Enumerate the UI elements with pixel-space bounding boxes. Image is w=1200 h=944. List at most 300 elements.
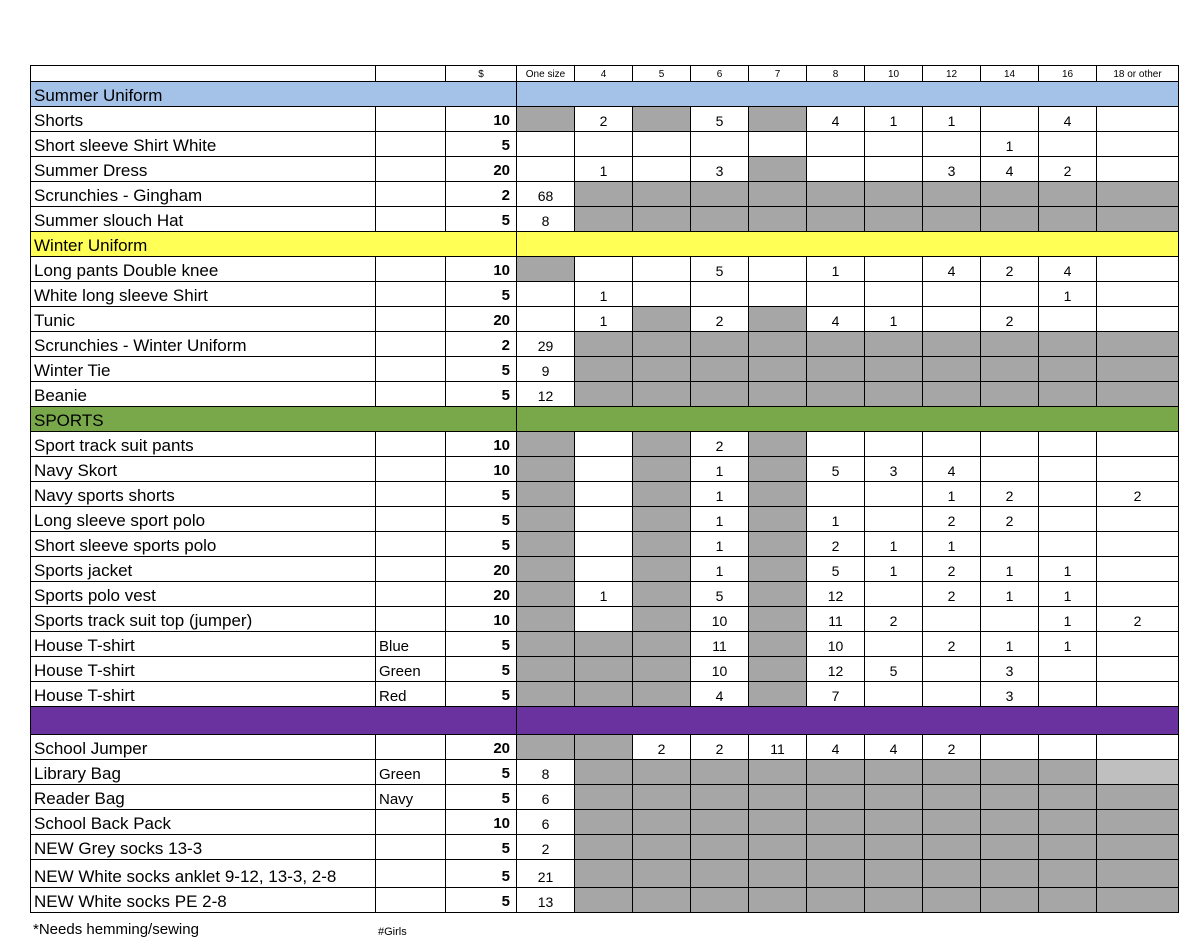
item-name-cell: Winter Tie [31, 357, 376, 382]
qty-cell-s5 [633, 332, 691, 357]
table-row [31, 457, 1179, 482]
qty-cell-s7 [749, 682, 807, 707]
variant-cell [376, 282, 446, 307]
qty-cell-s12 [923, 760, 981, 785]
qty-cell-s4 [575, 607, 633, 632]
qty-cell-s14 [981, 735, 1039, 760]
qty-cell-one: 29 [517, 332, 575, 357]
item-name-cell: Tunic [31, 307, 376, 332]
qty-cell-s8 [807, 207, 865, 232]
qty-cell-s12 [923, 207, 981, 232]
qty-cell-s12 [923, 888, 981, 913]
qty-cell-s7 [749, 482, 807, 507]
qty-cell-s10 [865, 582, 923, 607]
qty-cell-s7 [749, 888, 807, 913]
item-name-cell: School Back Pack [31, 810, 376, 835]
qty-cell-s6: 5 [691, 107, 749, 132]
qty-cell-s6: 1 [691, 457, 749, 482]
table-row [31, 157, 1179, 182]
item-name-cell: Scrunchies - Gingham [31, 182, 376, 207]
qty-cell-s12: 3 [923, 157, 981, 182]
qty-cell-s6 [691, 835, 749, 860]
price-cell: 10 [446, 810, 517, 835]
section-label: Summer Uniform [31, 82, 517, 107]
qty-cell-s8 [807, 282, 865, 307]
qty-cell-s12: 2 [923, 582, 981, 607]
qty-cell-s14: 1 [981, 557, 1039, 582]
qty-cell-one [517, 482, 575, 507]
header-cell: $ [446, 66, 517, 82]
qty-cell-s14 [981, 888, 1039, 913]
qty-cell-s16: 1 [1039, 607, 1097, 632]
qty-cell-s4 [575, 835, 633, 860]
table-row [31, 657, 1179, 682]
qty-cell-s14 [981, 457, 1039, 482]
section-label [31, 707, 517, 735]
qty-cell-s16 [1039, 507, 1097, 532]
qty-cell-one [517, 657, 575, 682]
qty-cell-s6 [691, 182, 749, 207]
price-cell: 5 [446, 357, 517, 382]
qty-cell-s5 [633, 557, 691, 582]
header-cell: 18 or other [1097, 66, 1179, 82]
item-name-cell: White long sleeve Shirt [31, 282, 376, 307]
qty-cell-s5 [633, 888, 691, 913]
qty-cell-s7 [749, 432, 807, 457]
item-name-cell: Long sleeve sport polo [31, 507, 376, 532]
qty-cell-s5 [633, 507, 691, 532]
qty-cell-s14 [981, 835, 1039, 860]
qty-cell-s12 [923, 282, 981, 307]
qty-cell-s18 [1097, 282, 1179, 307]
qty-cell-s18 [1097, 735, 1179, 760]
price-cell: 5 [446, 860, 517, 888]
qty-cell-s10: 4 [865, 735, 923, 760]
price-cell: 5 [446, 482, 517, 507]
variant-cell [376, 182, 446, 207]
table-row [31, 682, 1179, 707]
qty-cell-s4 [575, 532, 633, 557]
price-cell: 10 [446, 107, 517, 132]
qty-cell-s14 [981, 207, 1039, 232]
qty-cell-s10 [865, 482, 923, 507]
variant-cell [376, 810, 446, 835]
variant-cell: Navy [376, 785, 446, 810]
qty-cell-s12 [923, 332, 981, 357]
qty-cell-s18 [1097, 888, 1179, 913]
qty-cell-s4 [575, 557, 633, 582]
variant-cell [376, 357, 446, 382]
qty-cell-s8 [807, 760, 865, 785]
qty-cell-s18 [1097, 357, 1179, 382]
section-band [517, 407, 1179, 432]
qty-cell-s8: 5 [807, 457, 865, 482]
table-row [31, 557, 1179, 582]
qty-cell-s4 [575, 810, 633, 835]
qty-cell-one: 6 [517, 785, 575, 810]
qty-cell-s10 [865, 332, 923, 357]
qty-cell-s4 [575, 735, 633, 760]
qty-cell-s16 [1039, 657, 1097, 682]
qty-cell-one [517, 257, 575, 282]
qty-cell-s6 [691, 382, 749, 407]
table-row [31, 888, 1179, 913]
qty-cell-s16 [1039, 760, 1097, 785]
qty-cell-s10: 1 [865, 307, 923, 332]
qty-cell-s12: 4 [923, 457, 981, 482]
qty-cell-s10 [865, 835, 923, 860]
qty-cell-s5 [633, 457, 691, 482]
qty-cell-s18 [1097, 182, 1179, 207]
qty-cell-s8: 12 [807, 582, 865, 607]
price-cell: 5 [446, 132, 517, 157]
qty-cell-s16 [1039, 735, 1097, 760]
qty-cell-s10 [865, 157, 923, 182]
qty-cell-s12 [923, 682, 981, 707]
price-cell: 5 [446, 657, 517, 682]
qty-cell-s6: 2 [691, 307, 749, 332]
table-row [31, 282, 1179, 307]
qty-cell-s14 [981, 760, 1039, 785]
qty-cell-s18 [1097, 557, 1179, 582]
qty-cell-s12 [923, 382, 981, 407]
qty-cell-s14: 3 [981, 657, 1039, 682]
item-name-cell: NEW White socks anklet 9-12, 13-3, 2-8 [31, 860, 376, 888]
qty-cell-s14: 1 [981, 132, 1039, 157]
item-name-cell: NEW Grey socks 13-3 [31, 835, 376, 860]
variant-cell: Red [376, 682, 446, 707]
qty-cell-s8 [807, 182, 865, 207]
qty-cell-s16 [1039, 382, 1097, 407]
qty-cell-s12: 1 [923, 532, 981, 557]
qty-cell-s7 [749, 557, 807, 582]
qty-cell-one [517, 107, 575, 132]
price-cell: 2 [446, 332, 517, 357]
qty-cell-s16 [1039, 182, 1097, 207]
qty-cell-s10: 1 [865, 532, 923, 557]
variant-cell [376, 735, 446, 760]
variant-cell [376, 257, 446, 282]
item-name-cell: Sports polo vest [31, 582, 376, 607]
qty-cell-s7 [749, 157, 807, 182]
qty-cell-s5 [633, 107, 691, 132]
qty-cell-s5 [633, 382, 691, 407]
qty-cell-s7 [749, 582, 807, 607]
qty-cell-s18 [1097, 682, 1179, 707]
table-row [31, 507, 1179, 532]
price-cell: 20 [446, 582, 517, 607]
qty-cell-one [517, 532, 575, 557]
qty-cell-s6: 5 [691, 582, 749, 607]
qty-cell-s12: 2 [923, 632, 981, 657]
qty-cell-one [517, 632, 575, 657]
header-cell: 8 [807, 66, 865, 82]
item-name-cell: Sports track suit top (jumper) [31, 607, 376, 632]
qty-cell-s4: 1 [575, 307, 633, 332]
qty-cell-s14 [981, 860, 1039, 888]
qty-cell-s12 [923, 307, 981, 332]
qty-cell-s7 [749, 332, 807, 357]
variant-cell [376, 382, 446, 407]
qty-cell-one [517, 557, 575, 582]
variant-cell [376, 607, 446, 632]
qty-cell-s12: 2 [923, 735, 981, 760]
qty-cell-s10: 1 [865, 557, 923, 582]
variant-cell [376, 860, 446, 888]
qty-cell-s18: 2 [1097, 607, 1179, 632]
qty-cell-s18 [1097, 532, 1179, 557]
qty-cell-s7 [749, 657, 807, 682]
qty-cell-s14: 1 [981, 582, 1039, 607]
qty-cell-s8 [807, 432, 865, 457]
section-band [517, 82, 1179, 107]
qty-cell-s6 [691, 207, 749, 232]
item-name-cell: Sport track suit pants [31, 432, 376, 457]
table-row [31, 382, 1179, 407]
section-row [31, 232, 1179, 257]
qty-cell-s10 [865, 182, 923, 207]
qty-cell-s18 [1097, 107, 1179, 132]
qty-cell-s8 [807, 810, 865, 835]
item-name-cell: Shorts [31, 107, 376, 132]
section-label: Winter Uniform [31, 232, 517, 257]
header-cell: 6 [691, 66, 749, 82]
item-name-cell: Beanie [31, 382, 376, 407]
qty-cell-s5 [633, 482, 691, 507]
price-cell: 5 [446, 835, 517, 860]
qty-cell-s12 [923, 607, 981, 632]
qty-cell-s16 [1039, 457, 1097, 482]
qty-cell-s4 [575, 332, 633, 357]
qty-cell-s10 [865, 810, 923, 835]
qty-cell-s10: 1 [865, 107, 923, 132]
qty-cell-s10: 5 [865, 657, 923, 682]
uniform-inventory-table [30, 65, 1179, 913]
header-cell: 4 [575, 66, 633, 82]
qty-cell-s6: 1 [691, 482, 749, 507]
qty-cell-s18: 2 [1097, 482, 1179, 507]
item-name-cell: House T-shirt [31, 682, 376, 707]
qty-cell-s5 [633, 835, 691, 860]
qty-cell-s6 [691, 888, 749, 913]
qty-cell-s14 [981, 382, 1039, 407]
qty-cell-s5 [633, 607, 691, 632]
section-row [31, 407, 1179, 432]
item-name-cell: Reader Bag [31, 785, 376, 810]
qty-cell-one: 13 [517, 888, 575, 913]
qty-cell-s7 [749, 132, 807, 157]
variant-cell [376, 532, 446, 557]
qty-cell-s4 [575, 257, 633, 282]
qty-cell-s16: 4 [1039, 107, 1097, 132]
qty-cell-s5 [633, 357, 691, 382]
price-cell: 10 [446, 607, 517, 632]
qty-cell-one: 9 [517, 357, 575, 382]
qty-cell-s5 [633, 785, 691, 810]
qty-cell-s16 [1039, 532, 1097, 557]
qty-cell-s7: 11 [749, 735, 807, 760]
variant-cell [376, 835, 446, 860]
header-cell: 14 [981, 66, 1039, 82]
qty-cell-one [517, 607, 575, 632]
qty-cell-s18 [1097, 785, 1179, 810]
qty-cell-s10 [865, 632, 923, 657]
table-row [31, 357, 1179, 382]
qty-cell-one [517, 432, 575, 457]
qty-cell-s12 [923, 657, 981, 682]
qty-cell-s14 [981, 532, 1039, 557]
qty-cell-s4 [575, 888, 633, 913]
qty-cell-s5 [633, 282, 691, 307]
header-cell: 12 [923, 66, 981, 82]
price-cell: 20 [446, 735, 517, 760]
qty-cell-s14: 3 [981, 682, 1039, 707]
item-name-cell: Scrunchies - Winter Uniform [31, 332, 376, 357]
qty-cell-s10 [865, 257, 923, 282]
qty-cell-s7 [749, 357, 807, 382]
table-row [31, 835, 1179, 860]
qty-cell-s6: 1 [691, 532, 749, 557]
qty-cell-s18 [1097, 157, 1179, 182]
qty-cell-s6 [691, 860, 749, 888]
qty-cell-s6: 4 [691, 682, 749, 707]
qty-cell-s8 [807, 357, 865, 382]
qty-cell-s18 [1097, 257, 1179, 282]
qty-cell-s8 [807, 785, 865, 810]
header-cell: 5 [633, 66, 691, 82]
item-name-cell: Summer Dress [31, 157, 376, 182]
qty-cell-s16 [1039, 810, 1097, 835]
qty-cell-s7 [749, 785, 807, 810]
qty-cell-s16 [1039, 307, 1097, 332]
qty-cell-s6: 2 [691, 432, 749, 457]
variant-cell [376, 157, 446, 182]
qty-cell-s16 [1039, 785, 1097, 810]
qty-cell-s18 [1097, 810, 1179, 835]
qty-cell-s18 [1097, 507, 1179, 532]
qty-cell-s16: 2 [1039, 157, 1097, 182]
table-row [31, 257, 1179, 282]
variant-cell [376, 557, 446, 582]
qty-cell-s10 [865, 357, 923, 382]
table-body [31, 66, 1179, 913]
header-cell: 10 [865, 66, 923, 82]
price-cell: 20 [446, 557, 517, 582]
qty-cell-s5 [633, 182, 691, 207]
qty-cell-s16: 4 [1039, 257, 1097, 282]
qty-cell-s8: 10 [807, 632, 865, 657]
qty-cell-s10 [865, 132, 923, 157]
qty-cell-s12: 2 [923, 507, 981, 532]
qty-cell-s7 [749, 760, 807, 785]
section-band [517, 707, 1179, 735]
qty-cell-s8: 5 [807, 557, 865, 582]
qty-cell-s18 [1097, 132, 1179, 157]
qty-cell-s16 [1039, 432, 1097, 457]
variant-cell: Green [376, 760, 446, 785]
qty-cell-s10 [865, 760, 923, 785]
qty-cell-s12 [923, 182, 981, 207]
qty-cell-s4: 1 [575, 282, 633, 307]
qty-cell-s8 [807, 382, 865, 407]
qty-cell-one [517, 157, 575, 182]
variant-cell: Green [376, 657, 446, 682]
table-row [31, 607, 1179, 632]
qty-cell-s14: 4 [981, 157, 1039, 182]
qty-cell-s8: 11 [807, 607, 865, 632]
qty-cell-s10 [865, 507, 923, 532]
table-row [31, 182, 1179, 207]
item-name-cell: Navy Skort [31, 457, 376, 482]
qty-cell-s5 [633, 532, 691, 557]
qty-cell-s16 [1039, 482, 1097, 507]
qty-cell-s14 [981, 107, 1039, 132]
qty-cell-s4 [575, 457, 633, 482]
qty-cell-s14 [981, 332, 1039, 357]
qty-cell-s8: 4 [807, 307, 865, 332]
qty-cell-s14: 2 [981, 307, 1039, 332]
section-row [31, 82, 1179, 107]
qty-cell-s5 [633, 307, 691, 332]
table-row [31, 760, 1179, 785]
qty-cell-s4 [575, 785, 633, 810]
item-name-cell: Sports jacket [31, 557, 376, 582]
qty-cell-s14: 2 [981, 507, 1039, 532]
qty-cell-s8 [807, 482, 865, 507]
qty-cell-s10 [865, 682, 923, 707]
variant-cell [376, 307, 446, 332]
qty-cell-s4: 2 [575, 107, 633, 132]
qty-cell-s18 [1097, 307, 1179, 332]
qty-cell-s4 [575, 182, 633, 207]
header-cell [376, 66, 446, 82]
qty-cell-s4 [575, 132, 633, 157]
qty-cell-s5 [633, 810, 691, 835]
variant-cell [376, 582, 446, 607]
qty-cell-s7 [749, 457, 807, 482]
qty-cell-one: 8 [517, 207, 575, 232]
qty-cell-s7 [749, 532, 807, 557]
price-cell: 5 [446, 382, 517, 407]
qty-cell-s16 [1039, 207, 1097, 232]
qty-cell-s12 [923, 785, 981, 810]
qty-cell-s8: 12 [807, 657, 865, 682]
qty-cell-s6: 11 [691, 632, 749, 657]
qty-cell-s16 [1039, 835, 1097, 860]
qty-cell-s6 [691, 785, 749, 810]
qty-cell-s18 [1097, 432, 1179, 457]
table-row [31, 207, 1179, 232]
qty-cell-s14 [981, 432, 1039, 457]
table-row [31, 735, 1179, 760]
header-cell: 16 [1039, 66, 1097, 82]
qty-cell-s6: 2 [691, 735, 749, 760]
qty-cell-s16: 1 [1039, 632, 1097, 657]
qty-cell-s7 [749, 607, 807, 632]
qty-cell-s6 [691, 760, 749, 785]
qty-cell-s8 [807, 835, 865, 860]
qty-cell-s16 [1039, 332, 1097, 357]
qty-cell-s8: 1 [807, 257, 865, 282]
price-cell: 10 [446, 432, 517, 457]
price-cell: 5 [446, 785, 517, 810]
variant-cell [376, 482, 446, 507]
qty-cell-s12 [923, 860, 981, 888]
qty-cell-s5 [633, 682, 691, 707]
qty-cell-s16: 1 [1039, 582, 1097, 607]
price-cell: 5 [446, 207, 517, 232]
qty-cell-s18 [1097, 835, 1179, 860]
